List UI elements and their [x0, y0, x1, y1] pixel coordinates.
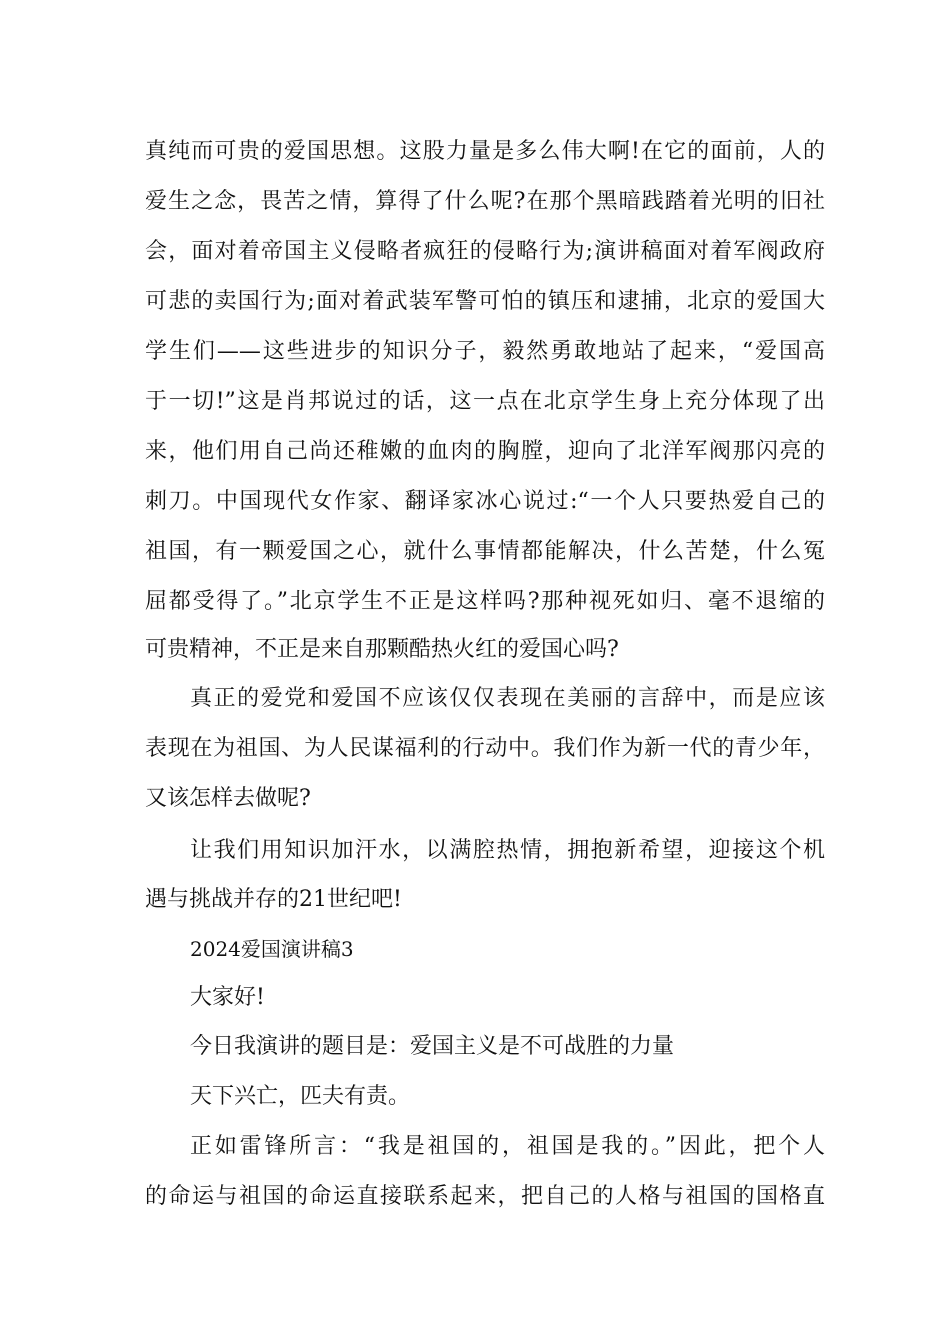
section-heading: 2024爱国演讲稿3 — [190, 937, 354, 961]
paragraph-4-line-2: 的命运与祖国的命运直接联系起来，把自己的人格与祖国的国格直 — [145, 1184, 825, 1209]
greeting-line: 大家好! — [190, 985, 265, 1010]
paragraph-3-line-2: 遇与挑战并存的21世纪吧! — [145, 887, 402, 912]
saying-line: 天下兴亡，匹夫有责。 — [190, 1084, 411, 1109]
paragraph-1-line-4: 可悲的卖国行为;面对着武装军警可怕的镇压和逮捕，北京的爱国大 — [145, 289, 825, 314]
paragraph-4-line-1: 正如雷锋所言：“我是祖国的，祖国是我的。”因此，把个人 — [190, 1134, 825, 1159]
paragraph-1-line-5: 学生们——这些进步的知识分子，毅然勇敢地站了起来，“爱国高 — [145, 339, 825, 364]
topic-line: 今日我演讲的题目是：爱国主义是不可战胜的力量 — [190, 1034, 675, 1059]
paragraph-1-line-1: 真纯而可贵的爱国思想。这股力量是多么伟大啊!在它的面前，人的 — [145, 139, 825, 164]
paragraph-2-line-2: 表现在为祖国、为人民谋福利的行动中。我们作为新一代的青少年， — [145, 736, 825, 761]
paragraph-2-line-3: 又该怎样去做呢? — [145, 786, 311, 811]
paragraph-1-line-7: 来，他们用自己尚还稚嫩的血肉的胸膛，迎向了北洋军阀那闪亮的 — [145, 439, 825, 464]
paragraph-3-line-1: 让我们用知识加汗水，以满腔热情，拥抱新希望，迎接这个机 — [190, 838, 825, 863]
paragraph-1-line-11: 可贵精神，不正是来自那颗酷热火红的爱国心吗? — [145, 637, 619, 662]
paragraph-1-line-6: 于一切!”这是肖邦说过的话，这一点在北京学生身上充分体现了出 — [145, 389, 825, 414]
paragraph-2-line-1: 真正的爱党和爱国不应该仅仅表现在美丽的言辞中，而是应该 — [190, 686, 825, 711]
paragraph-1-line-2: 爱生之念，畏苦之情，算得了什么呢?在那个黑暗践踏着光明的旧社 — [145, 189, 825, 214]
paragraph-1-line-9: 祖国，有一颗爱国之心，就什么事情都能解决，什么苦楚，什么冤 — [145, 539, 825, 564]
paragraph-1-line-8: 刺刀。中国现代女作家、翻译家冰心说过:“一个人只要热爱自己的 — [145, 489, 825, 514]
paragraph-1-line-10: 屈都受得了。”北京学生不正是这样吗?那种视死如归、毫不退缩的 — [145, 589, 825, 614]
paragraph-1-line-3: 会，面对着帝国主义侵略者疯狂的侵略行为;演讲稿面对着军阀政府 — [145, 239, 825, 264]
